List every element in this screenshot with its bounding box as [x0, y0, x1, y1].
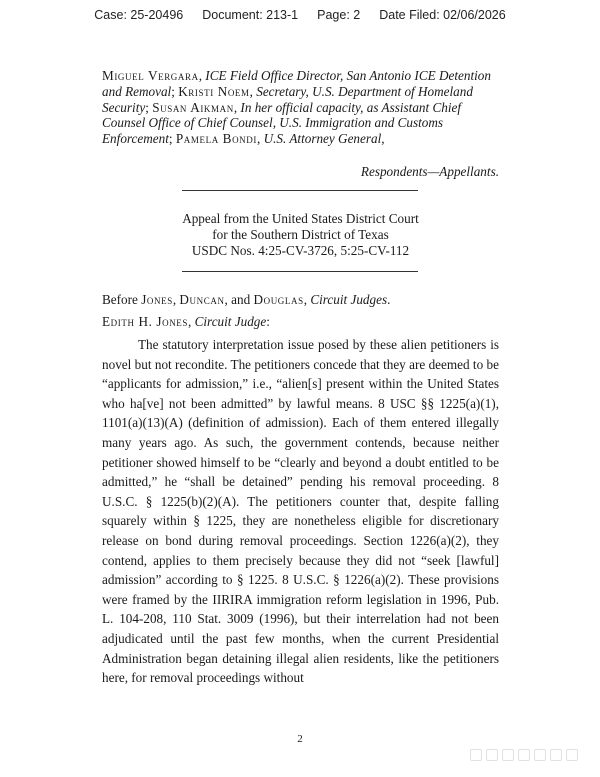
and-label: and [231, 292, 251, 307]
judges-label: Circuit Judges [310, 292, 388, 307]
case-header [0, 8, 600, 22]
case-number: Case: 25-20496 [94, 8, 184, 22]
date-filed: Date Filed: 02/06/2026 [379, 8, 506, 22]
opinion-paragraph: The statutory interpretation issue posed by these alien petitioners is novel but not recondite. The petitioners concede that they are deemed to be “applicants for admission,” i.e., “alien[s] present within the United States who ha[ve] not been admitted” by lawful means. 8 USC §§ 1225(a)(1), 1101(a)(13)(A) (definition of admission). Each of them entered illegally many years ago. As such, the government contends, because neither petitioner showed himself to be “clearly and beyond a doubt entitled to be admitted,” he “shall be detained” pending his removal proceeding. 8 U.S.C. § 1225(b)(2)(A). The petitioners counter that, despite falling squarely within § 1225, they are nonetheless eligible for discretionary release on bond during removal proceedings. Section 1226(a)(2), they contend, applies to them precisely because they did not “seek [lawful] admission” according to § 1225. 8 U.S.C. § 1226(a)(2). These provisions were framed by the IIRIRA immigration reform legislation in 1996, Pub. L. 104-208, 110 Stat. 3009 (1996), but their interrelation had not been adjudicated until the past few months, when the current Presidential Administration began detaining illegal alien residents, like the petitioners here, for removal proceedings without [102, 337, 499, 686]
watermark-glyph [518, 749, 530, 761]
watermark-glyph [566, 749, 578, 761]
judge-name: Jones [141, 292, 173, 307]
author-line: Edith H. Jones, Circuit Judge: [102, 314, 270, 329]
author-name: Edith H. Jones [102, 314, 188, 329]
party-title: ICE Field Office Director, San Antonio ICE Detention and Removal [102, 68, 491, 99]
document-number: Document: 213-1 [202, 8, 299, 22]
divider-bottom [182, 271, 418, 272]
panel-block [102, 289, 499, 333]
watermark-logo [470, 744, 588, 766]
party-title: Secretary, U.S. Department of Homeland Security [102, 83, 473, 115]
party-name: Miguel Vergara [102, 68, 199, 83]
docket-numbers: USDC Nos. 4:25-CV-3726, 5:25-CV-112 [191, 242, 410, 258]
divider-top [182, 190, 418, 191]
court-caption [102, 211, 499, 258]
parties-block: Miguel Vergara, ICE Field Office Director, San Antonio ICE Detention and Removal; Kristi Noem, Secretary, U.S. Department of Homeland Security; Susan Aikman, In her official capacity, as Assistant Chief Counsel Office of Chief Counsel, U.S. Immigration and Customs Enforcement; Pamela Bondi, U.S. Attorney General, [102, 68, 491, 147]
party-name: Kristi Noem [178, 83, 250, 99]
panel-line: Before Jones, Duncan, and Douglas, Circuit Judges. [102, 292, 391, 307]
party-name: Pamela Bondi [175, 131, 257, 147]
watermark-glyph [534, 749, 546, 761]
party-name: Susan Aikman [152, 99, 234, 115]
watermark-glyph [550, 749, 562, 761]
judge-name: Douglas [253, 292, 304, 307]
court-line: for the Southern District of Texas [212, 226, 389, 242]
page-indicator: Page: 2 [317, 8, 361, 22]
respondents-label: Respondents—Appellants. [360, 164, 499, 179]
party-title: In her official capacity, as Assistant Chief Counsel Office of Chief Counsel, U.S. Immigration and Customs Enforcement [102, 99, 462, 147]
party-title: U.S. Attorney General [263, 131, 382, 147]
watermark-glyph [470, 749, 482, 761]
author-title: Circuit Judge [194, 314, 267, 329]
watermark-glyph [502, 749, 514, 761]
judge-name: Duncan [179, 292, 225, 307]
court-line: Appeal from the United States District Court [182, 211, 419, 226]
page-number: 2 [297, 733, 303, 745]
before-label: Before [102, 292, 138, 307]
watermark-glyph [486, 749, 498, 761]
